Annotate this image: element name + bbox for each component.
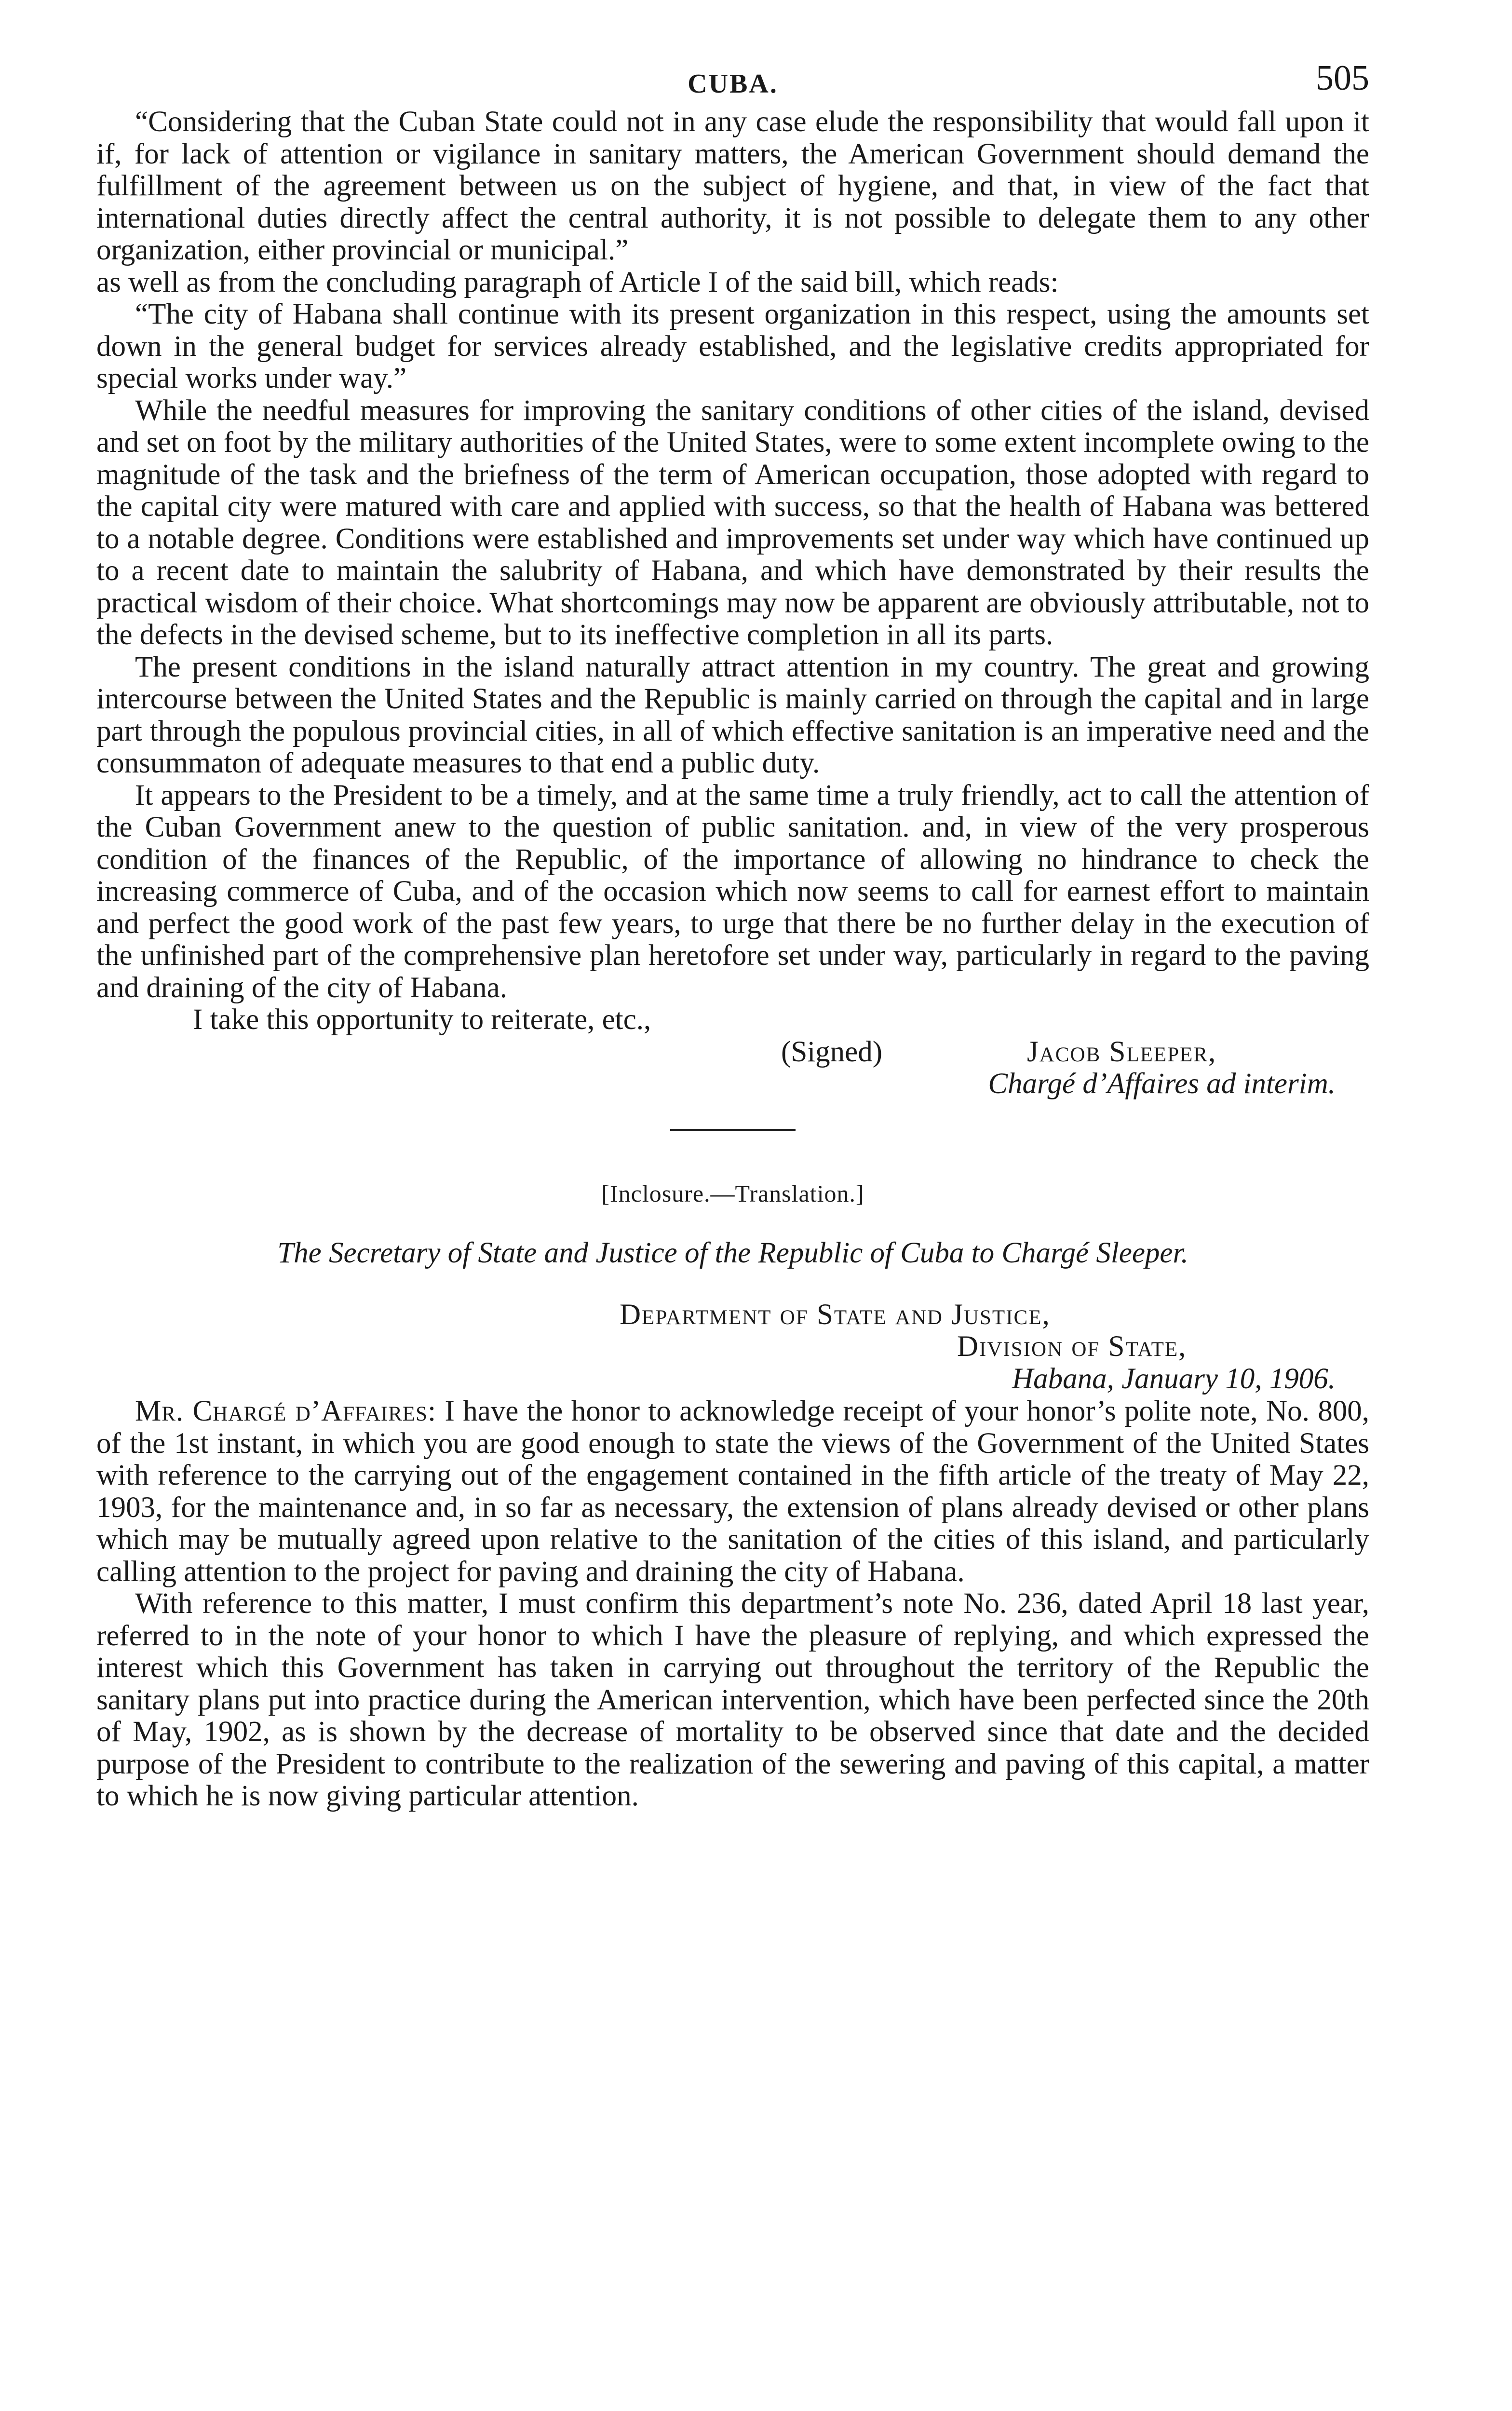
running-header [96,58,1369,106]
closing-line: I take this opportunity to reiterate, etc., [193,1003,651,1036]
running-title: CUBA. [688,69,778,99]
paragraph-with-reference: With reference to this matter, I must confirm this department’s note No. 236, dated April 18 last year, referred to in the note of your honor to which I have the pleasure of replying, and which expressed the interest which this Government has taken in carrying out throughout the territory of the Republic the sanitary plans put into practice during the American intervention, which have been perfected since the 20th of May, 1902, as is shown by the decrease of mortality to be observed since that date and the decided purpose of the President to contribute to the realization of the sewering and paving of this capital, a matter to which he is now giving particular attention. [96,1587,1369,1812]
document-page [96,58,1369,1813]
paragraph-acknowledge [96,1395,1369,1588]
quote-considering: “Considering that the Cuban State could not in any case elude the responsibility that would fall upon it if, for lack of attention or vigilance in sanitary matters, the American Government should demand the fulfillment of the agreement between us on the subject of hygiene, and that, in view of the fact that international duties directly affect the central authority, it is not possible to delegate them to any other organization, either provincial or municipal.” [96,106,1369,266]
signer-name: Jacob Sleeper, [1027,1035,1217,1068]
signature-line [96,1036,1369,1068]
dateline-place-date: Habana, January 10, 1906. [1012,1363,1336,1395]
paragraph-it-appears: It appears to the President to be a timely, and at the same time a truly friendly, act to call the attention of the Cuban Government anew to the question of public sanitation. and, in view of the very prosperous condition of the finances of the Republic, of the importance of allowing no hindrance to check the increasing commerce of Cuba, and of the occasion which now seems to call for earnest effort to maintain and perfect the good work of the past few years, to urge that there be no further delay in the execution of the unfinished part of the comprehensive plan heretofore set under way, particularly in regard to the paving and draining of the city of Habana. [96,779,1369,1004]
inclosure-label: [Inclosure.—Translation.] [601,1180,864,1207]
dateline-division: Division of State, [957,1330,1187,1363]
signed-label: (Signed) [781,1035,883,1068]
inclosure-heading: The Secretary of State and Justice of the Republic of Cuba to Chargé Sleeper. [277,1237,1188,1269]
dateline [96,1299,1369,1395]
paragraph-acknowledge-text: I have the honor to acknowledge receipt of your honor’s polite note, No. 800, of the 1st instant, in which you are good enough to state the views of the Government of the United States with reference to the carrying out of the engagement contained in the fifth article of the treaty of May 22, 1903, for the maintenance and, in so far as necessary, the extension of plans already devised or other plans which may be mutually agreed upon relative to the sanitation of the cities of this island, and particularly calling attention to the project for paving and draining the city of Habana. [96,1395,1370,1588]
paragraph-while: While the needful measures for improving the sanitary conditions of other cities of the island, devised and set on foot by the military authorities of the United States, were to some extent incomplete owing to the magnitude of the task and the briefness of the term of American occupation, those adopted with regard to the capital city were matured with care and applied with success, so that the health of Habana was bettered to a notable degree. Conditions were established and improvements set under way which have continued up to a recent date to maintain the salubrity of Habana, and which have demonstrated by their results the practical wisdom of their choice. What shortcomings may now be apparent are obviously attributable, not to the defects in the devised scheme, but to its ineffective completion in all its parts. [96,394,1369,651]
page-number: 505 [1316,58,1369,98]
salutation: Mr. Chargé d’Affaires: [135,1395,437,1427]
paragraph-present-conditions: The present conditions in the island naturally attract attention in my country. The great and growing intercourse between the United States and the Republic is mainly carried on through the capital and in large part through the populous provincial cities, in all of which effective sanitation is an imperative need and the consummaton of adequate measures to that end a public duty. [96,650,1369,779]
section-divider [670,1129,796,1131]
signer-title: Chargé d’Affaires ad interim. [988,1067,1336,1100]
quote-city-of-habana: “The city of Habana shall continue with its present organization in this respect, using the amounts set down in the general budget for services already established, and the legislative credits appropriated for special works under way.” [96,298,1369,394]
dateline-department: Department of State and Justice, [620,1299,1051,1331]
as-well-as-paragraph: as well as from the concluding paragraph of Article I of the said bill, which reads: [96,266,1059,298]
